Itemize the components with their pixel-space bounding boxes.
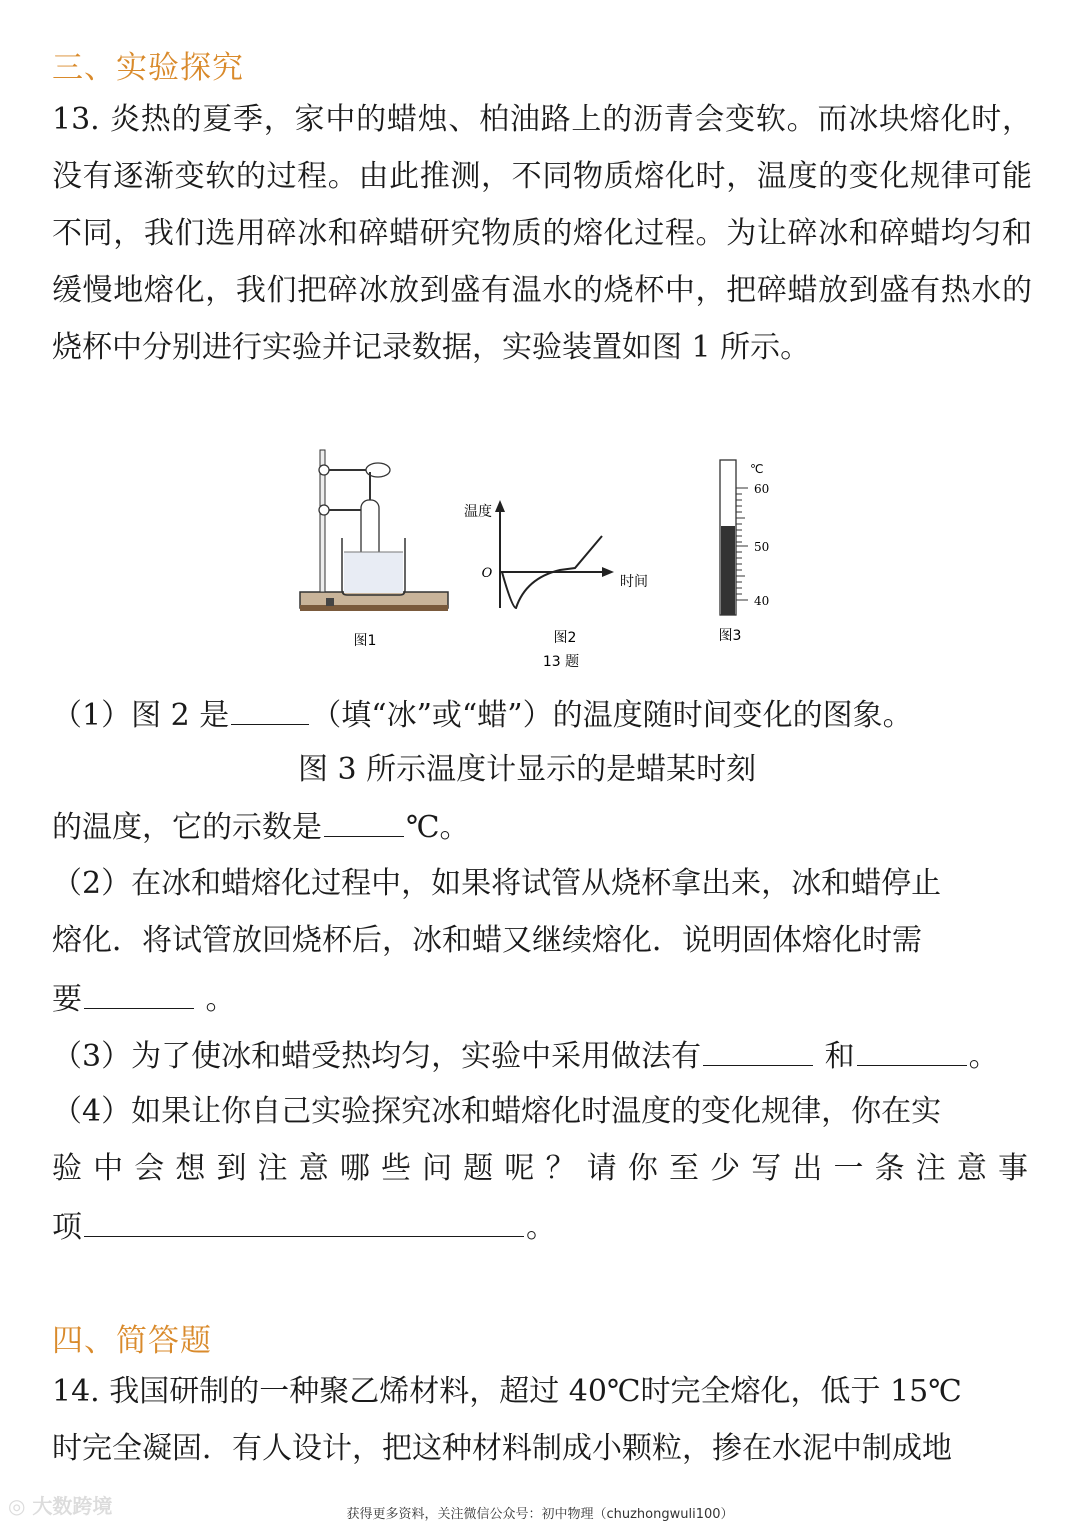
fig2-xlabel: 时间 — [620, 574, 648, 590]
answer-blank-4[interactable] — [703, 1035, 813, 1066]
q13-part1-line2: 图 3 所示温度计显示的是蜡某时刻 — [298, 752, 757, 787]
q13-part4-line3 — [52, 1206, 556, 1248]
question-14-line2: 时完全凝固．有人设计，把这种材料制成小颗粒，掺在水泥中制成地 — [52, 1431, 952, 1466]
figure-13-drawing — [290, 440, 790, 680]
fig2-origin: O — [481, 566, 493, 581]
q13-part1-prefix: （1）图 2 是 — [52, 698, 230, 733]
question-13-text: 13. 炎热的夏季，家中的蜡烛、柏油路上的沥青会变软。而冰块熔化时，没有逐渐变软的过程。由此推测，不同物质熔化时，温度的变化规律可能不同，我们选用碎冰和碎蜡研究物质的熔化过程。为让碎冰和碎蜡均匀和缓慢地熔化，我们把碎冰放到盛有温水的烧杯中，把碎蜡放到盛有热水的烧杯中分别进行实验并记录数据，实验装置如图 1 所示。 — [52, 102, 1032, 365]
figure-question-label: 13 题 — [542, 654, 580, 670]
question-14-line1: 14. 我国研制的一种聚乙烯材料，超过 40℃时完全熔化，低于 15℃ — [52, 1374, 962, 1409]
fig2-ylabel: 温度 — [464, 504, 492, 520]
section-title-experiment: 三、实验探究 — [52, 50, 244, 86]
watermark-text: 大数跨境 — [32, 1494, 113, 1518]
watermark-logo: ◎ 大数跨境 — [8, 1494, 113, 1518]
q13-part3-prefix: （3）为了使冰和蜡受热均匀，实验中采用做法有 — [52, 1039, 702, 1074]
fig3-tick-60: 60 — [754, 482, 770, 496]
fig3-tick-40: 40 — [754, 594, 770, 608]
q13-part4-line2: 验中会想到注意哪些问题呢？请你至少写出一条注意事 — [52, 1151, 1028, 1186]
answer-blank-3[interactable] — [84, 978, 194, 1009]
q13-part1-line3 — [52, 806, 470, 848]
q13-part2-c-suffix: 。 — [196, 982, 236, 1017]
q13-part4-c-prefix: 项 — [52, 1210, 82, 1245]
fig1-caption: 图1 — [353, 633, 377, 649]
figure-13 — [290, 440, 790, 680]
q13-part3-and: 和 — [815, 1039, 855, 1074]
answer-blank-2[interactable] — [324, 806, 404, 837]
fig2-caption: 图2 — [553, 630, 577, 646]
q13-part1-suffix: （填“冰”或“蜡”）的温度随时间变化的图象。 — [311, 698, 913, 733]
page-footer: 获得更多资料，关注微信公众号：初中物理（chuzhongwuli100） — [346, 1507, 734, 1522]
q13-part2-line1: （2）在冰和蜡熔化过程中，如果将试管从烧杯拿出来，冰和蜡停止 — [52, 866, 942, 901]
answer-blank-1[interactable] — [231, 694, 309, 725]
q13-part2-line3 — [52, 978, 236, 1020]
q13-part1-line1 — [52, 694, 913, 736]
thermometer-diagram — [720, 460, 748, 615]
temperature-graph — [495, 500, 614, 608]
q13-part1-c-suffix: ℃。 — [406, 810, 470, 845]
q13-part2-line2: 熔化．将试管放回烧杯后，冰和蜡又继续熔化．说明固体熔化时需 — [52, 923, 922, 958]
q13-part2-c-prefix: 要 — [52, 982, 82, 1017]
apparatus-diagram — [300, 450, 448, 611]
section-title-short-answer: 四、简答题 — [52, 1323, 212, 1359]
q13-part1-c-prefix: 的温度，它的示数是 — [52, 810, 322, 845]
q13-part3-line — [52, 1035, 999, 1077]
q13-part4-c-suffix: 。 — [526, 1210, 556, 1245]
fig3-unit: ℃ — [750, 462, 764, 476]
fig3-caption: 图3 — [718, 628, 742, 644]
answer-blank-6[interactable] — [84, 1206, 524, 1237]
answer-blank-5[interactable] — [857, 1035, 967, 1066]
q13-part3-suffix: 。 — [968, 1039, 999, 1074]
fig3-tick-50: 50 — [754, 540, 770, 554]
q13-part4-line1: （4）如果让你自己实验探究冰和蜡熔化时温度的变化规律，你在实 — [52, 1094, 942, 1129]
